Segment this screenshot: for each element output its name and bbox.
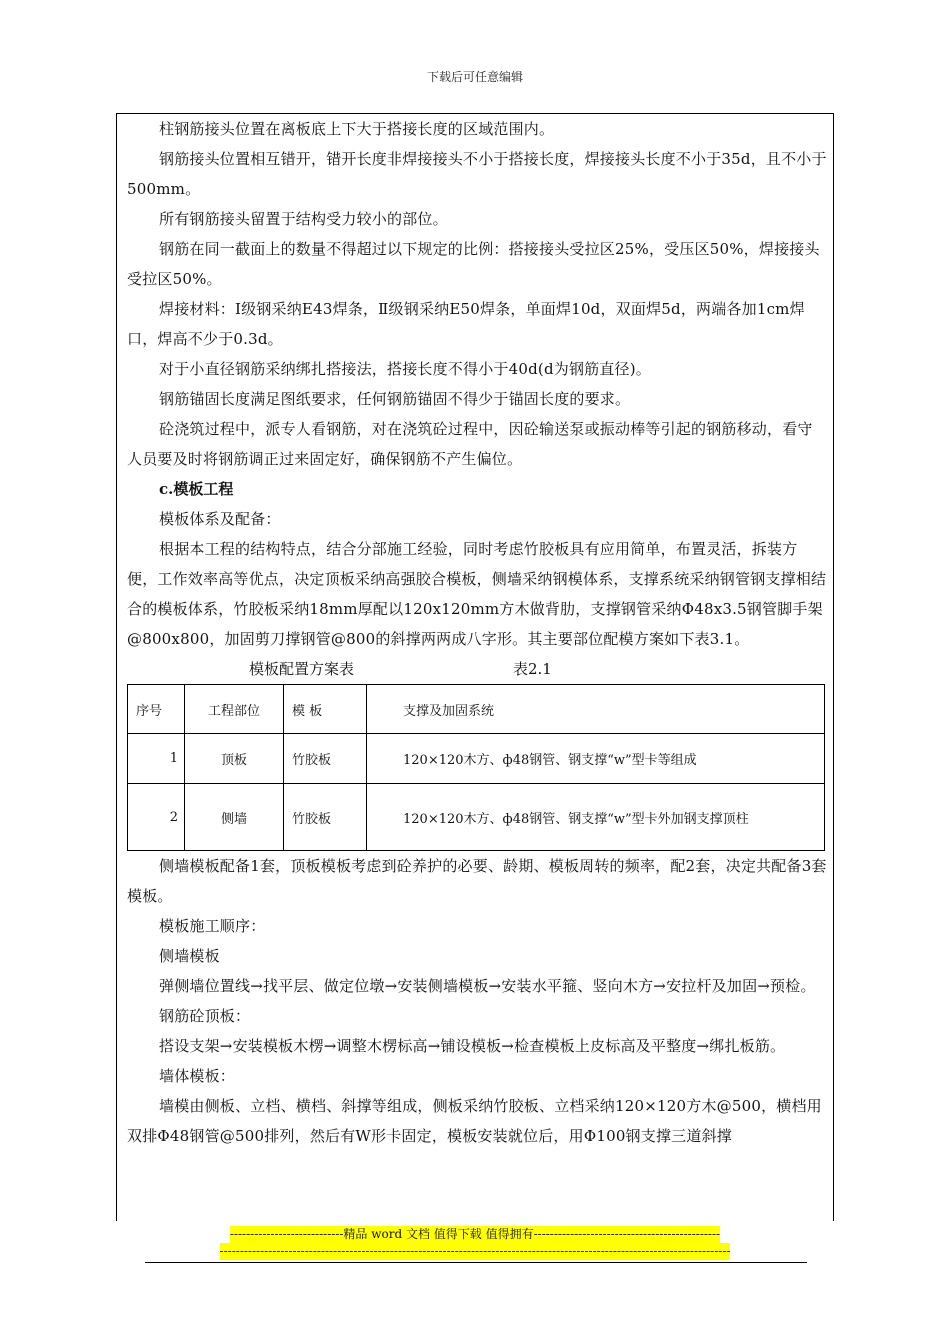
footer-line: ----------------------------精品 word 文档 值得下载 值得拥有---------------------------------------------- (229, 1227, 721, 1241)
paragraph: 钢筋锚固长度满足图纸要求，任何钢筋锚固不得少于锚固长度的要求。 (159, 390, 631, 408)
table-cell: 竹胶板 (284, 784, 367, 851)
table-row (128, 784, 825, 851)
paragraph: 砼浇筑过程中，派专人看钢筋，对在浇筑砼过程中，因砼输送泵或振动棒等引起的钢筋移动，看守人员要及时将钢筋调正过来固定好，确保钢筋不产生偏位。 (127, 420, 813, 468)
paragraph: 模板施工顺序： (159, 917, 266, 935)
header-cell: 序号 (128, 685, 185, 734)
document-frame (116, 113, 834, 1221)
table-cell: 顶板 (185, 734, 284, 784)
paragraph: 弹侧墙位置线→找平层、做定位墩→安装侧墙模板→安装水平箍、竖向木方→安拉杆及加固→预检。 (159, 977, 816, 995)
paragraph: 搭设支架→安装模板木楞→调整木楞标高→铺设模板→检查模板上皮标高及平整度→绑扎板筋。 (159, 1037, 786, 1055)
table-cell: 竹胶板 (284, 734, 367, 784)
table-cell: 2 (128, 784, 185, 851)
document-content (127, 114, 827, 1151)
header-note: 下载后可任意编辑 (426, 70, 523, 84)
table-cell: 120×120木方、ф48钢管、钢支撑“w”型卡外加钢支撑顶柱 (367, 784, 825, 851)
formwork-table (127, 684, 825, 851)
paragraph: 侧墙模板配备1套，顶板模板考虑到砼养护的必要、龄期、模板周转的频率，配2套，决定共配备3套模板。 (127, 857, 827, 905)
paragraph: 根据本工程的结构特点，结合分部施工经验，同时考虑竹胶板具有应用简单，布置灵活，拆装方便，工作效率高等优点，决定顶板采纳高强胶合模板，侧墙采纳钢模体系，支撑系统采纳钢管钢支撑相结合的模板体系，竹胶板采纳18mm厚配以120x120mm方木做背肋，支撑钢管采纳Φ48x3.5钢管脚手架@800x800，加固剪刀撑钢管@800的斜撑两两成八字形。其主要部位配模方案如下表3.1。 (127, 540, 827, 648)
paragraph: 所有钢筋接头留置于结构受力较小的部位。 (159, 210, 448, 228)
paragraph: 对于小直径钢筋采纳绑扎搭接法，搭接长度不得小于40d(d为钢筋直径)。 (159, 360, 651, 378)
bottom-rule (145, 1262, 807, 1263)
table-caption (127, 654, 827, 684)
footer-line: ------------------------------------------------------------------------------------------------------------------------------ (219, 1244, 731, 1258)
header-cell: 支撑及加固系统 (367, 685, 825, 734)
paragraph: 钢筋砼顶板： (159, 1007, 251, 1025)
paragraph: 墙体模板： (159, 1067, 236, 1085)
table-cell: 120×120木方、ф48钢管、钢支撑“w”型卡等组成 (367, 734, 825, 784)
table-row (128, 734, 825, 784)
table-number: 表2.1 (513, 660, 552, 678)
paragraph: 模板体系及配备： (159, 510, 281, 528)
paragraph: 焊接材料：Ⅰ级钢采纳E43焊条，Ⅱ级钢采纳E50焊条，单面焊10d，双面焊5d，两端各加1cm焊口，焊高不少于0.3d。 (127, 300, 805, 348)
table-title: 模板配置方案表 (249, 660, 355, 678)
table-cell: 侧墙 (185, 784, 284, 851)
table-header-row (128, 685, 825, 734)
paragraph: 柱钢筋接头位置在离板底上下大于搭接长度的区域范围内。 (159, 120, 555, 138)
header-cell: 模 板 (284, 685, 367, 734)
paragraph: 墙模由侧板、立档、横档、斜撑等组成，侧板采纳竹胶板、立档采纳120×120方木@500，横档用双排Φ48钢管@500排列，然后有W形卡固定，模板安装就位后，用Φ100钢支撑三道斜撑 (127, 1097, 822, 1145)
paragraph: 钢筋在同一截面上的数量不得超过以下规定的比例：搭接接头受拉区25%，受压区50%，焊接接头受拉区50%。 (127, 240, 820, 288)
footer-banner (0, 1226, 950, 1260)
section-heading: c.模板工程 (159, 480, 234, 498)
table-cell: 1 (128, 734, 185, 784)
paragraph: 钢筋接头位置相互错开，错开长度非焊接接头不小于搭接长度，焊接接头长度不小于35d，且不小于500mm。 (127, 150, 827, 198)
paragraph: 侧墙模板 (159, 947, 220, 965)
header-cell: 工程部位 (185, 685, 284, 734)
